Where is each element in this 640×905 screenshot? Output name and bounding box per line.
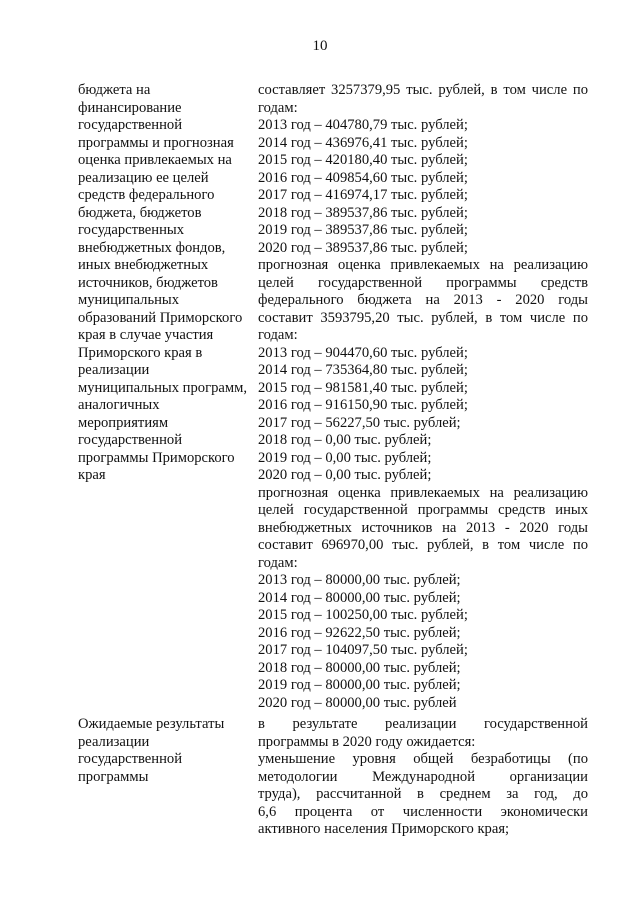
content-line: 2020 год – 0,00 тыс. рублей; xyxy=(258,467,432,483)
label-line: государственной xyxy=(78,117,183,133)
label-line: реализации xyxy=(78,362,150,378)
content-line: составит 696970,00 тыс. рублей, в том числе по xyxy=(258,537,588,553)
content-line: активного населения Приморского края; xyxy=(258,821,510,837)
content-line: 2020 год – 80000,00 тыс. рублей xyxy=(258,694,457,711)
content-line: 2014 год – 80000,00 тыс. рублей; xyxy=(258,589,461,606)
content-line: 2017 год – 56227,50 тыс. рублей; xyxy=(258,414,461,431)
content-line: 2019 год – 80000,00 тыс. рублей; xyxy=(258,677,461,693)
label-line: реализации xyxy=(78,733,150,750)
label-line: государственных xyxy=(78,222,185,238)
content-line: 2013 год – 404780,79 тыс. рублей; xyxy=(258,117,468,133)
label-line: мероприятиям xyxy=(78,414,169,431)
label-line: программы xyxy=(78,768,149,785)
content-line: 2018 год – 80000,00 тыс. рублей; xyxy=(258,659,461,676)
content-line: 2016 год – 916150,90 тыс. рублей; xyxy=(258,397,468,413)
label-line: края в случае участия xyxy=(78,327,214,343)
content-line: годам: xyxy=(258,327,298,343)
label-line: бюджета, бюджетов xyxy=(78,204,202,221)
content-line: внебюджетных источников на 2013 - 2020 годы xyxy=(258,519,588,536)
content-line: 2018 год – 0,00 тыс. рублей; xyxy=(258,432,432,448)
content-line: составляет 3257379,95 тыс. рублей, в том числе по xyxy=(258,82,588,98)
label-line: государственной xyxy=(78,432,183,448)
label-line: бюджета на xyxy=(78,82,151,98)
label-line: муниципальных xyxy=(78,292,180,308)
content-line: 2017 год – 416974,17 тыс. рублей; xyxy=(258,187,468,203)
label-line: средств федерального xyxy=(78,187,215,203)
label-line: края xyxy=(78,467,106,483)
content-line: 6,6 процента от численности экономически xyxy=(258,803,588,820)
content-line: федерального бюджета на 2013 - 2020 годы xyxy=(258,292,588,308)
content-line: 2015 год – 100250,00 тыс. рублей; xyxy=(258,607,468,623)
label-line: внебюджетных фондов, xyxy=(78,239,226,256)
content-line: составит 3593795,20 тыс. рублей, в том числе по xyxy=(258,309,588,326)
content-line: в результате реализации государственной xyxy=(258,716,588,732)
label-line: Ожидаемые результаты xyxy=(78,716,225,732)
content-line: 2018 год – 389537,86 тыс. рублей; xyxy=(258,204,468,221)
content-line: прогнозная оценка привлекаемых на реализацию xyxy=(258,484,588,501)
row-content xyxy=(258,716,588,839)
label-line: иных внебюджетных xyxy=(78,257,209,273)
label-line: образований Приморского xyxy=(78,309,243,326)
label-line: государственной xyxy=(78,751,183,767)
content-line: 2014 год – 735364,80 тыс. рублей; xyxy=(258,362,468,378)
content-line: годам: xyxy=(258,99,298,116)
label-line: программы и прогнозная xyxy=(78,134,234,151)
content-line: прогнозная оценка привлекаемых на реализацию xyxy=(258,257,588,273)
content-line: 2015 год – 420180,40 тыс. рублей; xyxy=(258,152,468,168)
label-line: оценка привлекаемых на xyxy=(78,152,232,168)
label-line: реализацию ее целей xyxy=(78,169,209,186)
content-line: 2019 год – 389537,86 тыс. рублей; xyxy=(258,222,468,238)
content-line: 2019 год – 0,00 тыс. рублей; xyxy=(258,449,432,466)
label-line: финансирование xyxy=(78,99,182,116)
label-line: аналогичных xyxy=(78,397,160,413)
content-line: целей государственной программы средств xyxy=(258,274,588,291)
content-line: программы в 2020 году ожидается: xyxy=(258,733,476,750)
content-line: годам: xyxy=(258,554,298,571)
page-number: 10 xyxy=(312,38,328,54)
row-label xyxy=(78,716,256,786)
content-line: 2016 год – 409854,60 тыс. рублей; xyxy=(258,169,468,186)
content-line: уменьшение уровня общей безработицы (по xyxy=(258,751,588,767)
content-line: 2015 год – 981581,40 тыс. рублей; xyxy=(258,379,468,396)
label-line: Приморского края в xyxy=(78,344,203,361)
content-line: 2013 год – 904470,60 тыс. рублей; xyxy=(258,344,468,361)
label-line: муниципальных программ, xyxy=(78,379,247,396)
content-line: 2016 год – 92622,50 тыс. рублей; xyxy=(258,624,461,641)
content-line: методологии Международной организации xyxy=(258,768,588,785)
row-content xyxy=(258,82,588,712)
label-line: программы Приморского xyxy=(78,449,235,466)
content-line: труда), рассчитанной в среднем за год, до xyxy=(258,786,588,802)
label-line: источников, бюджетов xyxy=(78,274,218,291)
content-line: целей государственной программы средств иных xyxy=(258,502,588,518)
content-line: 2020 год – 389537,86 тыс. рублей; xyxy=(258,239,468,256)
content-line: 2014 год – 436976,41 тыс. рублей; xyxy=(258,134,468,151)
content-line: 2013 год – 80000,00 тыс. рублей; xyxy=(258,572,461,588)
content-line: 2017 год – 104097,50 тыс. рублей; xyxy=(258,642,468,658)
row-label xyxy=(78,82,256,485)
